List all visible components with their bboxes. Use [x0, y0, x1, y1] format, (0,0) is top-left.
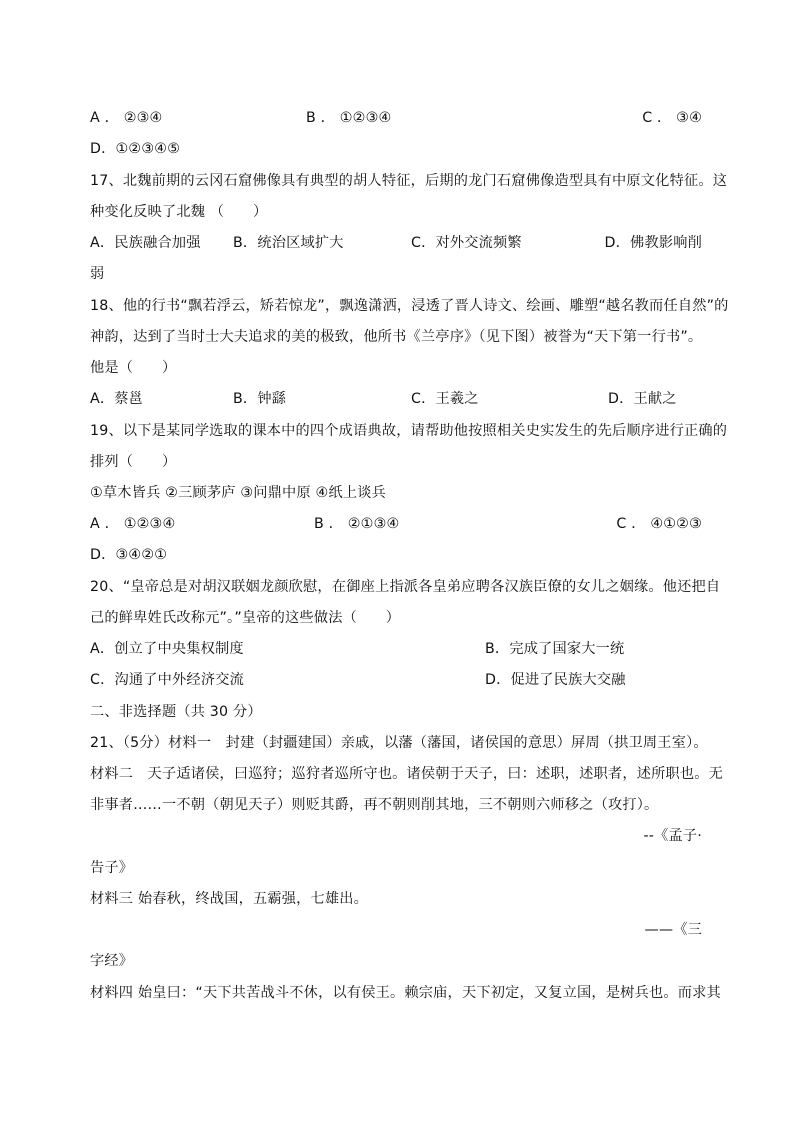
q18-stem-line-2: 神韵，达到了当时士大夫追求的美的极致，他所书《兰亭序》（见下图）被誉为“天下第一行书”。 [90, 329, 703, 345]
q21-material-2-source: --《孟子· [643, 828, 702, 844]
q16-option-c: C ． ③④ [642, 110, 702, 126]
q20-option-b: B．完成了国家大一统 [485, 641, 625, 657]
q18-option-b: B．钟繇 [233, 391, 287, 407]
q19-option-a: A ． ①②③④ [90, 516, 176, 532]
q18-option-d: D．王献之 [608, 391, 677, 407]
q21-material-1: 21、（5分）材料一 封建（封疆建国）亲戚，以藩（藩国，诸侯国的意思）屏周（拱卫周王室）。 [90, 735, 708, 751]
q20-option-d: D．促进了民族大交融 [485, 672, 626, 688]
q17-option-d-continued: 弱 [90, 266, 105, 282]
q17-stem-line-1: 17、北魏前期的云冈石窟佛像具有典型的胡人特征，后期的龙门石窟佛像造型具有中原文化特征。这 [90, 173, 728, 189]
q19-items: ①草木皆兵 ②三顾茅庐 ③问鼎中原 ④纸上谈兵 [90, 485, 387, 501]
q17-option-b: B．统治区域扩大 [233, 235, 344, 251]
q17-option-a: A．民族融合加强 [90, 235, 201, 251]
q16-option-a: A ． ②③④ [90, 110, 163, 126]
q20-stem-line-1: 20、“皇帝总是对胡汉联姻龙颜欣慰，在御座上指派各皇弟应聘各汉族臣僚的女儿之姻缘。他还把自 [90, 579, 721, 595]
q17-option-c: C．对外交流频繁 [411, 235, 522, 251]
q18-stem-line-3: 他是（ ） [90, 360, 177, 376]
q18-option-a: A．蔡邕 [90, 391, 144, 407]
q20-option-a: A．创立了中央集权制度 [90, 641, 244, 657]
q21-material-2-source-continued: 告子》 [90, 860, 134, 876]
q17-stem-line-2: 种变化反映了北魏 （ ） [90, 204, 268, 220]
q19-stem-line-1: 19、以下是某同学选取的课本中的四个成语典故，请帮助他按照相关史实发生的先后顺序进行正确的 [90, 423, 728, 439]
q16-option-d: D．①②③④⑤ [90, 141, 181, 157]
q17-option-d: D．佛教影响削 [604, 235, 702, 251]
q21-material-2-line-2: 非事者……一不朝（朝见天子）则贬其爵，再不朝则削其地，三不朝则六师移之（攻打）。 [90, 797, 659, 813]
q19-option-c: C ． ④①②③ [616, 516, 702, 532]
q20-option-c: C．沟通了中外经济交流 [90, 672, 244, 688]
q21-material-4: 材料四 始皇曰：“天下共苦战斗不休，以有侯王。赖宗庙，天下初定，又复立国，是树兵也。而求其 [90, 985, 721, 1001]
q21-material-3-source: ——《三 [644, 922, 702, 938]
q19-option-d: D．③④②① [90, 547, 168, 563]
q19-stem-line-2: 排列（ ） [90, 454, 177, 470]
q20-stem-line-2: 己的鲜卑姓氏改称元”。”皇帝的这些做法（ ） [90, 610, 401, 626]
q16-option-b: B ． ①②③④ [306, 110, 392, 126]
section-heading: 二、非选择题（共 30 分） [90, 704, 262, 720]
q21-material-3: 材料三 始春秋，终战国，五霸强，七雄出。 [90, 891, 369, 907]
q19-option-b: B ． ②①③④ [314, 516, 400, 532]
q21-material-2-line-1: 材料二 天子适诸侯，曰巡狩；巡狩者巡所守也。诸侯朝于天子，曰：述职，述职者，述所职也。无 [90, 766, 724, 782]
q18-stem-line-1: 18、他的行书“飘若浮云，矫若惊龙”，飘逸潇洒，浸透了晋人诗文、绘画、雕塑“越名教而任自然”的 [90, 298, 729, 314]
q18-option-c: C．王羲之 [411, 391, 479, 407]
q21-material-3-source-continued: 字经》 [90, 953, 134, 969]
